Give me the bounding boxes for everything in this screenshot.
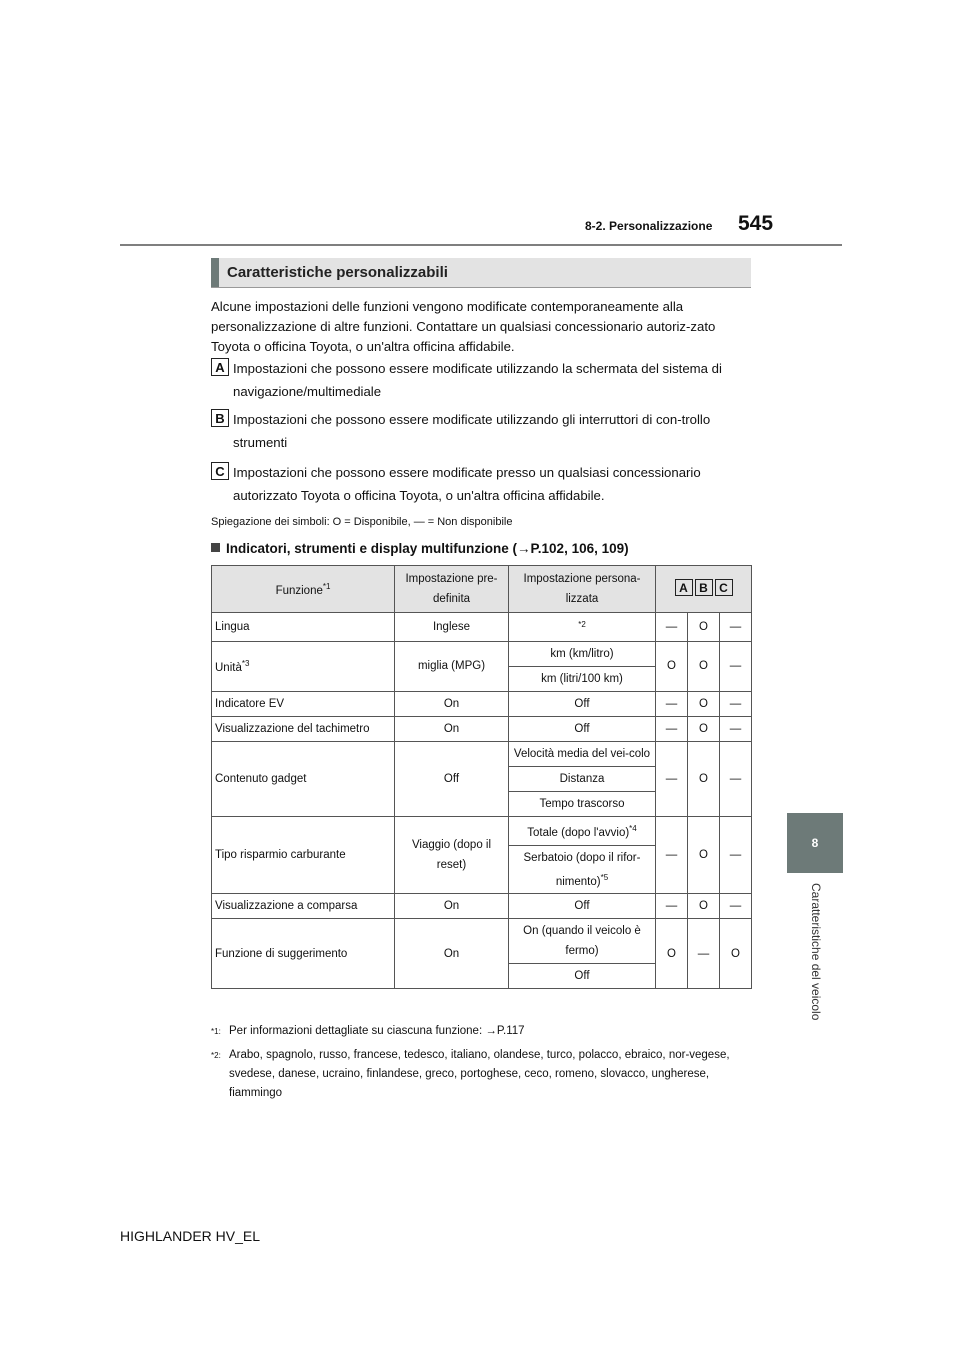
symbol-legend: Spiegazione dei simboli: O = Disponibile, — = Non disponibile [211,516,513,528]
table-header-row [212,566,752,613]
intro-text: Alcune impostazioni delle funzioni vengono modificate contemporaneamente alla personalizzazione di altre funzioni. Contattare un qualsiasi concessionario autoriz-zato Toyota o officina Toyota, o un'altra officina affidabile. [211,299,716,354]
section-title: Caratteristiche personalizzabili [211,258,751,287]
footer-model: HIGHLANDER HV_EL [120,1228,261,1244]
option-b [211,408,756,454]
option-a-text: Impostazioni che possono essere modificate utilizzando la schermata del sistema di navigazione/multimediale [233,361,722,399]
header-custom: Impostazione persona-lizzata [509,566,656,613]
option-c-text: Impostazioni che possono essere modificate presso un qualsiasi concessionario autorizzato Toyota o officina Toyota, o un'altra officina affidabile. [233,465,701,503]
footnote-2: *2: Arabo, spagnolo, russo, francese, tedesco, italiano, olandese, turco, polacco, ebraico, nor-vegese, svedese, danese, ucraino, finlandese, greco, portoghese, ceco, romeno, slovacco, ungherese, fiammingo [211,1049,730,1099]
table-row: Tempo trascorso [212,791,752,816]
header-funzione: Funzione$^{*1}$ [212,566,395,613]
table-subheading [211,541,629,556]
header-default: Impostazione pre-definita [395,566,509,613]
table-row: Visualizzazione a comparsa On Off — O — [212,894,752,919]
table-row: km (litri/100 km) [212,666,752,691]
header-abc [656,566,752,613]
badge-a: A [211,358,229,376]
chapter-tab[interactable]: 8 [787,813,843,873]
section-header: 8-2. Personalizzazione [585,219,713,233]
option-b-text: Impostazioni che possono essere modificate utilizzando gli interruttori di con-trollo strumenti [233,412,711,450]
header-badge-c: C [715,579,733,596]
option-a [211,357,756,403]
table-row: Lingua Inglese $^{*2}$ — O — [212,613,752,642]
table-row: Unità$^{*3}$ miglia (MPG) km (km/litro) O O — [212,641,752,666]
square-bullet-icon [211,543,220,552]
table-row: Tipo risparmio carburante Viaggio (dopo il reset) Totale (dopo l'avvio)$^{*4}$ — O — [212,816,752,845]
table-row: Serbatoio (dopo il rifor-nimento)$^{*5}$ [212,845,752,894]
header-badge-b: B [695,579,713,596]
table-row: Distanza [212,766,752,791]
table-row: Contenuto gadget Off Velocità media del vei-colo — O — [212,741,752,766]
subhead-text: Indicatori, strumenti e display multifunzione (→P.102, 106, 109) [226,541,629,556]
page-number: 545 [738,212,774,235]
table-row: Indicatore EV On Off — O — [212,691,752,716]
header-badge-a: A [675,579,693,596]
table-row: Off [212,964,752,989]
header-rule [120,244,842,246]
chapter-label: Caratteristiche del veicolo [809,883,823,1021]
table-row: Visualizzazione del tachimetro On Off — O — [212,716,752,741]
footnote-1: *1: Per informazioni dettagliate su ciascuna funzione: →P.117 [211,1025,525,1037]
settings-table [211,565,752,989]
title-underline [211,287,751,288]
badge-c: C [211,462,229,480]
badge-b: B [211,409,229,427]
table-row: Funzione di suggerimento On On (quando il veicolo è fermo) O — O [212,919,752,964]
option-c [211,461,756,507]
